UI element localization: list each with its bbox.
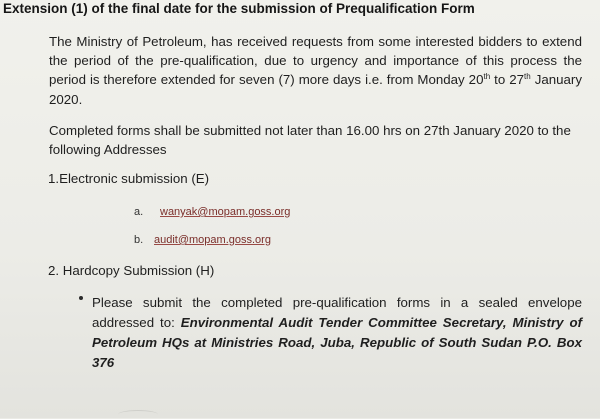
email-link-wanyak[interactable]: wanyak@mopam.goss.org (160, 206, 291, 218)
paragraph-text-part3: January 2020. (49, 72, 583, 107)
delivery-address: Environmental Audit Tender Committee Secretary, Ministry of Petroleum HQs at Ministries Road, Juba, Republic of South Sudan P.O. Box 376 (92, 315, 582, 370)
superscript-th-1: th (483, 72, 491, 82)
bullet-dot-icon (79, 296, 83, 300)
email-address-item-b (134, 234, 271, 246)
email-address-item-a (134, 206, 290, 218)
email-link-audit[interactable]: audit@mopam.goss.org (154, 234, 271, 246)
paragraph-text-part2: to 27 (490, 72, 525, 88)
submission-deadline-paragraph: Completed forms shall be submitted not later than 16.00 hrs on 27th January 2020 to the following Addresses (49, 123, 571, 158)
electronic-submission-heading: 1.Electronic submission (E) (48, 171, 210, 186)
hardcopy-submission-heading: 2. Hardcopy Submission (H) (48, 263, 215, 278)
instructions-text: Please submit the completed pre-qualification forms in a sealed envelope addressed to: (92, 295, 582, 330)
list-label-a: a. (134, 206, 144, 218)
hardcopy-instructions (92, 293, 582, 373)
document-title: Extension (1) of the final date for the submission of Prequalification Form (3, 1, 475, 16)
extension-paragraph (49, 32, 582, 109)
superscript-th-2: th (524, 72, 531, 82)
list-label-b: b. (134, 234, 144, 246)
paragraph-text-part1: The Ministry of Petroleum, has received requests from some interested bidders to extend the period of the pre-qualification, due to urgency and importance of this process the period is therefore extended for seven (7) more days i.e. from Monday 20 (49, 34, 582, 88)
